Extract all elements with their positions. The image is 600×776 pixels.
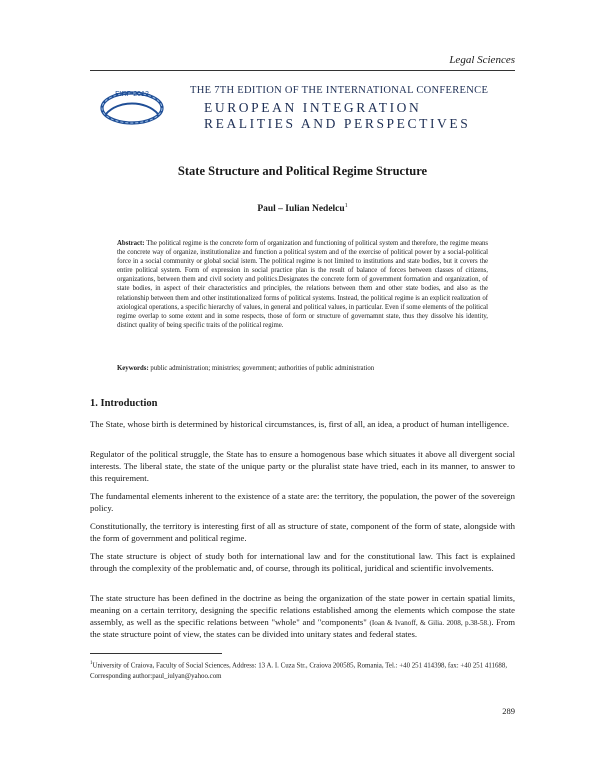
paper-author [90,203,515,214]
intro-paragraph-6 [90,593,515,641]
author-name: Paul – Iulian Nedelcu [257,204,345,215]
intro-paragraph-4: Constitutionally, the territory is interesting first of all as structure of state, component of the form of state, alongside with the form of government and political regime. [90,521,515,543]
intro-paragraph-3: The fundamental elements inherent to the existence of a state are: the territory, the population, the power of the sovereign policy. [90,491,515,513]
intro-paragraph-5: The state structure is object of study both for international law and for the constitutional law. This fact is explained through the complexity of the problematic and, of course, through its political, juridical and scientific involvements. [90,551,515,573]
intro-paragraph-1: The State, whose birth is determined by historical circumstances, is, first of all, an idea, a product of human intelligence. [90,419,510,429]
abstract [117,239,488,330]
footnote-divider [90,653,222,654]
intro-paragraph-2: Regulator of the political struggle, the State has to ensure a homogenous base which situates it above all divergent social interests. The liberal state, the state of the unique party or the pluralist state have tried, each in its manner, to answer to this requirement. [90,449,515,483]
keywords-label: Keywords: [117,365,149,372]
header-divider [90,70,515,71]
keywords [117,364,488,373]
intro-paragraph-6-text-b: . From the state structure point of view, the states can be divided into unitary states and federal states. [90,616,516,640]
intro-paragraph-6-text-a: The state structure has been defined in the doctrine as being the organization of the state power in certain spatial limits, meaning on a certain territory, designing the specific relations established among the elements which compose the state assembly, as well as the specific relations between "whole" and "components" [90,593,515,627]
conference-subtitle: REALITIES AND PERSPECTIVES [204,116,471,131]
section-heading-introduction: 1. Introduction [90,398,158,409]
conference-name: EUROPEAN INTEGRATION [204,100,422,115]
footnote [90,659,515,683]
footnote-text: University of Craiova, Faculty of Social Sciences, Address: 13 A. I. Cuza Str., Craiova 200585, Romania, Tel.: +40 251 414398, fax: +40 251 411688, Corresponding author:paul_iulyan@yahoo.com [90,662,508,681]
abstract-text: The political regime is the concrete form of organization and functioning of political system and therefore, the regime means the concrete way of organize, institutionalize and function a political system and of the exercise of political power by a social-political force in a social community or global social istem. The political regime is not limited to institutions and state bodies, but it covers the entire political system. Form of expression in social practice plan is the result of balance of forces between classes of citizens, organizations, between them and civil society and politics.Designates the concrete form of government formation and organization, of state bodies, in aspect of their characteristics and principles, the relations between them and other state bodies, and also as the relationship between them and other institutionalized forms of political systems. Instead, the political regime is an explicit realization of axiological operations, a specific hierarchy of values, in general and political values, in particular. Even if some elements of the political regime overlap to some extent and in some respects, those of form or structure of governamnt state, thus they dissolve his identity, distinct quality of being specific traits of the political regime. [117,240,489,329]
conference-logo [92,78,172,132]
page-number: 289 [502,706,515,716]
abstract-label: Abstract: [117,240,145,247]
logo-text: EIRP 2012 [115,91,149,98]
running-header-section: Legal Sciences [449,54,515,66]
conference-edition: THE 7TH EDITION OF THE INTERNATIONAL CONFERENCE [190,85,489,96]
keywords-text: public administration; ministries; government; authorities of public administration [150,365,375,372]
footnote-marker: 1 [90,661,93,666]
citation: (Ioan & Ivanoff, & Gilia. 2008, p.38-58.) [369,618,492,627]
paper-title: State Structure and Political Regime Structure [177,164,428,178]
author-footnote-marker: 1 [344,203,348,209]
